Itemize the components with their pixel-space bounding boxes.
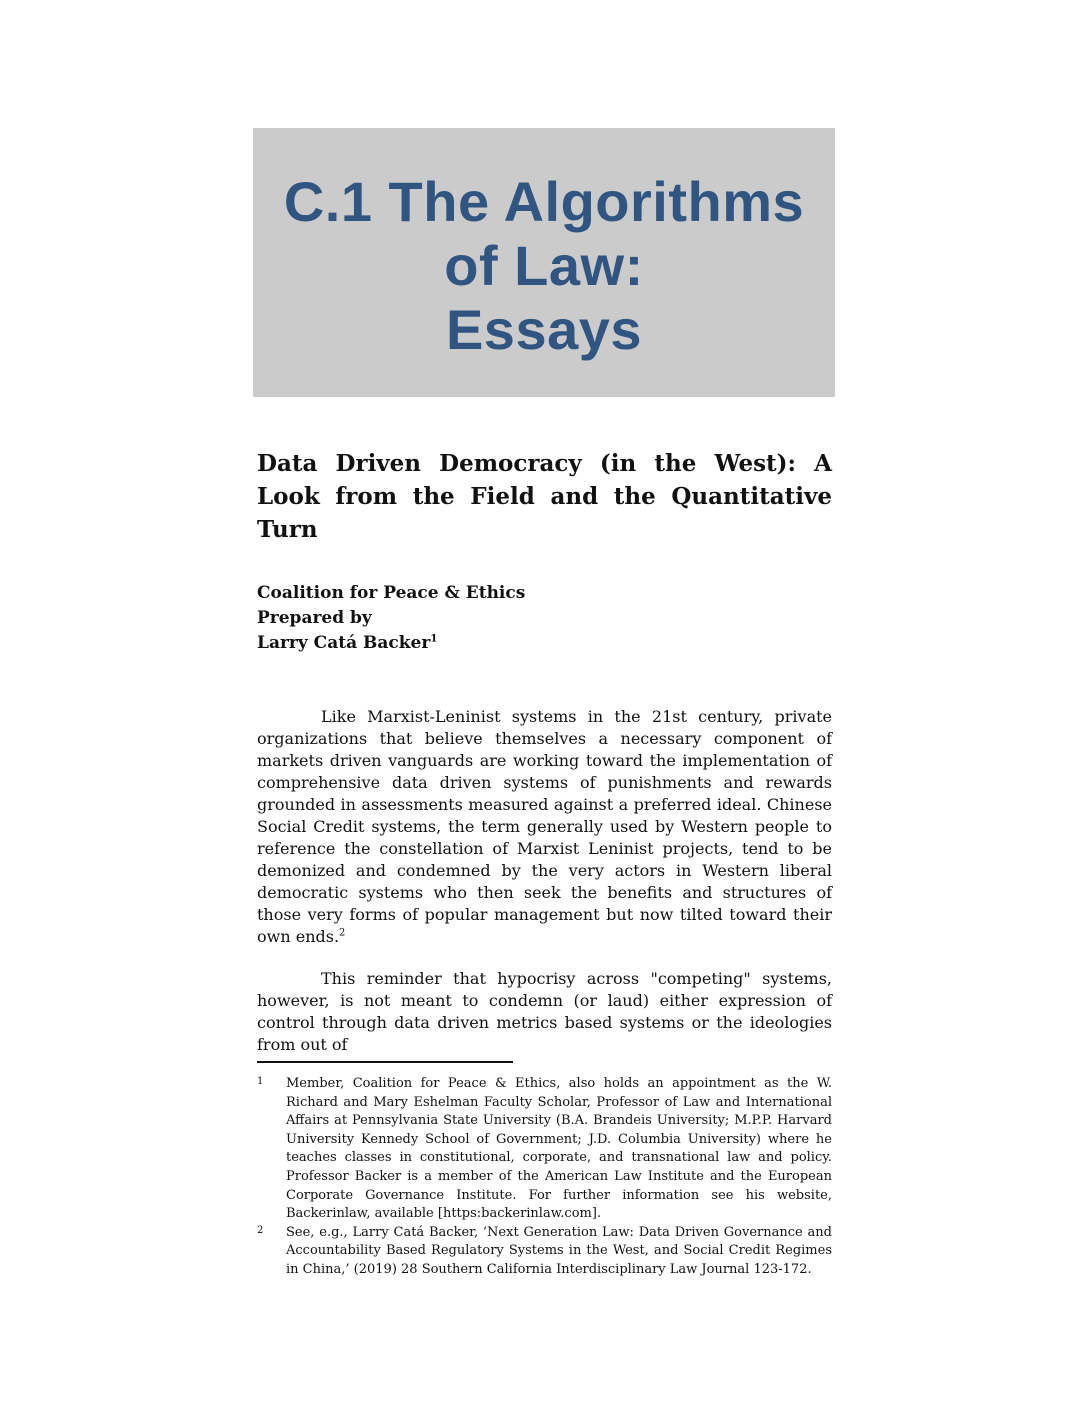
chapter-title-line-2: of Law: (444, 233, 644, 297)
byline-author: Larry Catá Backer (257, 633, 431, 653)
body-text (257, 706, 832, 1076)
footnote-2-text: See, e.g., Larry Catá Backer, ‘Next Generation Law: Data Driven Governance and Accountability Based Regulatory Systems in the West, and Social Credit Regimes in China,’ (2019) 28 Southern California Interdisciplinary Law Journal 123-172. (286, 1224, 832, 1277)
byline-author-line (257, 631, 817, 656)
byline (257, 581, 817, 656)
byline-prepared-by: Prepared by (257, 608, 372, 628)
footnotes (257, 1075, 832, 1280)
body-paragraph (257, 706, 832, 948)
chapter-banner (253, 128, 835, 397)
footnote-divider (257, 1061, 513, 1063)
footnote-ref-1[interactable]: 1 (430, 632, 438, 645)
chapter-title-line-1: C.1 The Algorithms (283, 169, 805, 233)
byline-organization: Coalition for Peace & Ethics (257, 583, 526, 603)
footnote-1-text: Member, Coalition for Peace & Ethics, also holds an appointment as the W. Richard and Mary Eshelman Faculty Scholar, Professor of Law and International Affairs at Pennsylvania State University (B.A. Brandeis University; M.P.P. Harvard University Kennedy School of Government; J.D. Columbia University) where he teaches classes in constitutional, corporate, and transnational law and policy. Professor Backer is a member of the American Law Institute and the European Corporate Governance Institute. For further information see his website, Backerinlaw, available [https:backerinlaw.com]. (286, 1076, 832, 1222)
chapter-title-line-3: Essays (445, 297, 643, 361)
article-title: Data Driven Democracy (in the West): A Look from the Field and the Quantitative Turn (257, 450, 832, 543)
footnote-1 (257, 1075, 832, 1224)
body-paragraph-1-text: Like Marxist-Leninist systems in the 21st century, private organizations that believe themselves a necessary component of markets driven vanguards are working toward the implementation of comprehensive data driven systems of punishments and rewards grounded in assessments measured against a preferred ideal. Chinese Social Credit systems, the term generally used by Western people to reference the constellation of Marxist Leninist projects, tend to be demonized and condemned by the very actors in Western liberal democratic systems who then seek the benefits and structures of those very forms of popular management but now tilted toward their own ends. (257, 707, 832, 946)
footnote-ref-2[interactable]: 2 (339, 927, 346, 939)
body-paragraph-2-text: This reminder that hypocrisy across "competing" systems, however, is not meant to condemn (or laud) either expression of control through data driven metrics based systems or the ideologies from out of (257, 969, 832, 1054)
footnote-2-mark: 2 (257, 1224, 264, 1236)
footnote-1-mark: 1 (257, 1076, 264, 1087)
footnote-2 (257, 1224, 832, 1280)
body-paragraph (257, 968, 832, 1056)
